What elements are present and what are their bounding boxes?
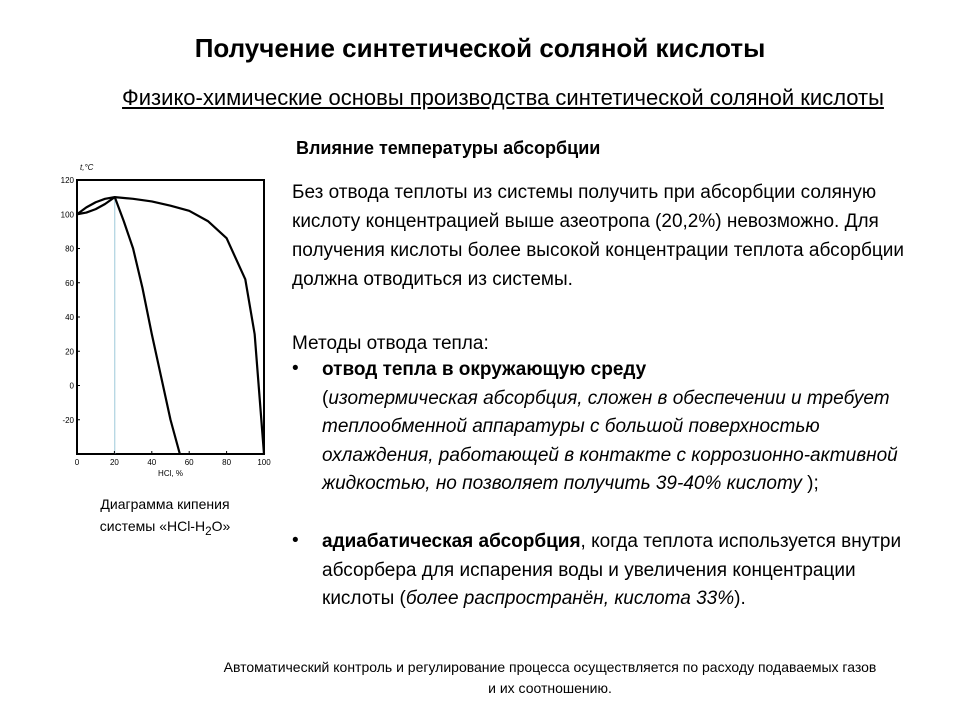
bullet-item-isothermal [322,356,922,499]
boiling-diagram-chart [56,158,276,478]
bullet-italic-text: более распространён, кислота 33% [405,588,735,609]
intro-paragraph: Без отвода теплоты из системы получить при абсорбции соляную кислоту концентрацией выше азеотропа (20,2%) невозможно. Для получения кислоты более высокой концентрации теплота абсорбции должна отводиться из системы. [292,182,904,290]
x-tick-label: 100 [257,458,271,467]
diagram-caption [60,493,270,543]
bullet-normal-text: , когда теплота используется внутри абсорбера для испарения воды и увеличения концентрации кислоты ( [322,531,902,609]
footer-note: Автоматический контроль и регулирование процесса осуществляется по расходу подаваемых газов и их соотношению. [223,659,877,696]
x-tick-label: 0 [74,458,80,467]
series-line-2 [77,197,115,214]
y-tick-label: 0 [69,381,74,391]
y-tick-label: 60 [65,278,74,288]
x-tick-label: 80 [222,458,232,467]
bullet-bold-text: отвод тепла в окружающую среду [322,359,647,380]
caption-line-2 [99,518,231,538]
bullet-item-adiabatic [322,528,922,614]
bullet-paren-open: ( [322,387,329,409]
caption-line-1: Диаграмма кипения [100,496,230,512]
caption-text: системы «HCl-H [99,518,206,534]
y-axis-label: t,°C [80,163,94,172]
methods-label: Методы отвода тепла: [292,333,489,354]
series-line-3 [115,197,180,454]
caption-subscript: 2 [205,524,212,538]
y-tick-label: 40 [65,313,74,322]
bullet-marker: • [292,358,299,379]
x-tick-label: 60 [184,458,194,467]
y-tick-label: 80 [65,244,74,254]
slide-subtitle: Физико-химические основы производства синтетической соляной кислоты [122,85,884,110]
x-tick-label: 40 [147,458,157,467]
slide-title: Получение синтетической соляной кислоты [194,33,766,63]
bullet-paren-close: ). [734,588,746,609]
bullet-paren-close: ); [801,473,819,494]
y-tick-label: -20 [62,415,74,425]
bullet-marker: • [292,530,299,551]
chart-frame [77,180,264,454]
section-heading: Влияние температуры абсорбции [296,138,601,158]
x-tick-label: 20 [109,458,119,467]
y-tick-label: 100 [60,210,74,220]
bullet-bold-text: адиабатическая абсорбция [322,531,581,552]
y-tick-label: 120 [60,176,74,185]
bullet-italic-text: изотермическая абсорбция, сложен в обеспечении и требует теплообменной аппаратуры с большой поверхностью охлаждения, работающей в контакте с коррозионно-активной жидкостью, но позволяет получить 39-40% кислоту [322,387,898,494]
caption-text-end: O» [211,518,231,534]
x-axis-label: HCl, % [158,469,183,478]
y-tick-label: 20 [65,347,74,357]
